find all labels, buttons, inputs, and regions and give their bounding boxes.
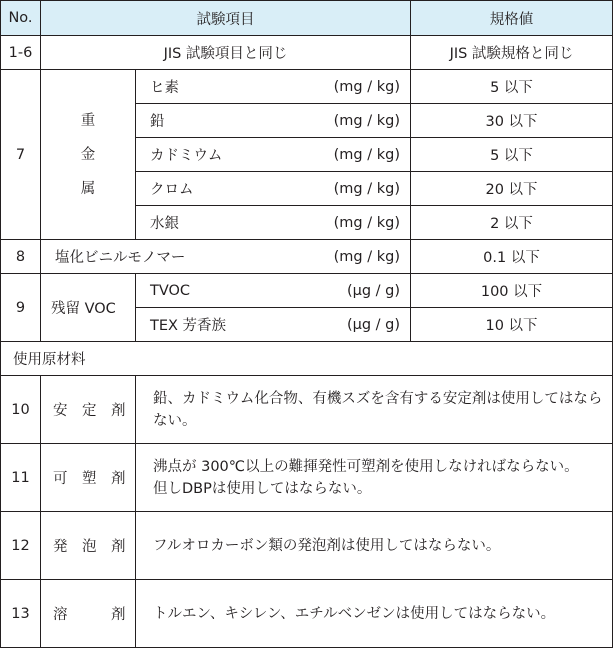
row-standard: 2 以下 [411,206,613,240]
group-label-heavy-metals [41,70,136,240]
group-char: 金 [80,146,96,163]
row-no: 13 [1,580,41,648]
header-standard: 規格値 [411,1,613,36]
material-text: 沸点が 300℃以上の難揮発性可塑剤を使用しなければならない。 但しDBPは使用してはならない。 [136,444,613,512]
row-item: JIS 試験項目と同じ [41,36,411,70]
material-text: フルオロカーボン類の発泡剤は使用してはならない。 [136,512,613,580]
item-unit: (mg / kg) [333,248,400,265]
header-row [1,1,613,36]
row-no: 1-6 [1,36,41,70]
item-name: クロム [150,182,194,198]
material-label: 発 泡 剤 [41,512,136,580]
item-cell [136,206,411,240]
row-no: 10 [1,376,41,444]
row-no: 7 [1,70,41,240]
item-name: 塩化ビニルモノマー [55,250,186,266]
item-unit: (µg / g) [346,282,400,299]
header-item: 試験項目 [41,1,411,36]
row-standard: 30 以下 [411,104,613,138]
table-row [1,580,613,648]
row-standard: 5 以下 [411,70,613,104]
item-unit: (mg / kg) [333,146,400,163]
table-row [1,240,613,274]
item-name: TVOC [150,282,191,299]
row-standard: 0.1 以下 [411,240,613,274]
material-label: 可 塑 剤 [41,444,136,512]
item-unit: (mg / kg) [333,78,400,95]
item-unit: (µg / g) [346,316,400,333]
item-name: カドミウム [150,148,223,164]
item-name: 水銀 [150,216,179,232]
row-no: 11 [1,444,41,512]
item-unit: (mg / kg) [333,180,400,197]
table-row [1,36,613,70]
row-no: 8 [1,240,41,274]
material-label: 安 定 剤 [41,376,136,444]
row-standard: 5 以下 [411,138,613,172]
item-cell [136,138,411,172]
item-cell [136,104,411,138]
header-no: No. [1,1,41,36]
table-row [1,444,613,512]
row-standard: 100 以下 [411,274,613,308]
table-row [1,376,613,444]
material-text: 鉛、カドミウム化合物、有機スズを含有する安定剤は使用してはならない。 [136,376,613,444]
item-unit: (mg / kg) [333,214,400,231]
item-name: TEX 芳香族 [150,318,227,334]
item-name: ヒ素 [150,80,179,96]
row-standard: JIS 試験規格と同じ [411,36,613,70]
group-label-voc: 残留 VOC [41,274,136,342]
group-char: 属 [80,180,96,197]
group-char: 重 [80,112,96,129]
item-cell [41,240,411,274]
section-row [1,342,613,376]
material-label: 溶 剤 [41,580,136,648]
materials-section-title: 使用原材料 [1,342,613,376]
row-no: 12 [1,512,41,580]
item-cell [136,172,411,206]
table-row [1,70,613,104]
row-no: 9 [1,274,41,342]
table-row [1,274,613,308]
item-cell [136,308,411,342]
table-row [1,512,613,580]
row-standard: 20 以下 [411,172,613,206]
row-standard: 10 以下 [411,308,613,342]
item-cell [136,70,411,104]
item-name: 鉛 [150,114,165,130]
item-unit: (mg / kg) [333,112,400,129]
material-text: トルエン、キシレン、エチルベンゼンは使用してはならない。 [136,580,613,648]
item-cell [136,274,411,308]
